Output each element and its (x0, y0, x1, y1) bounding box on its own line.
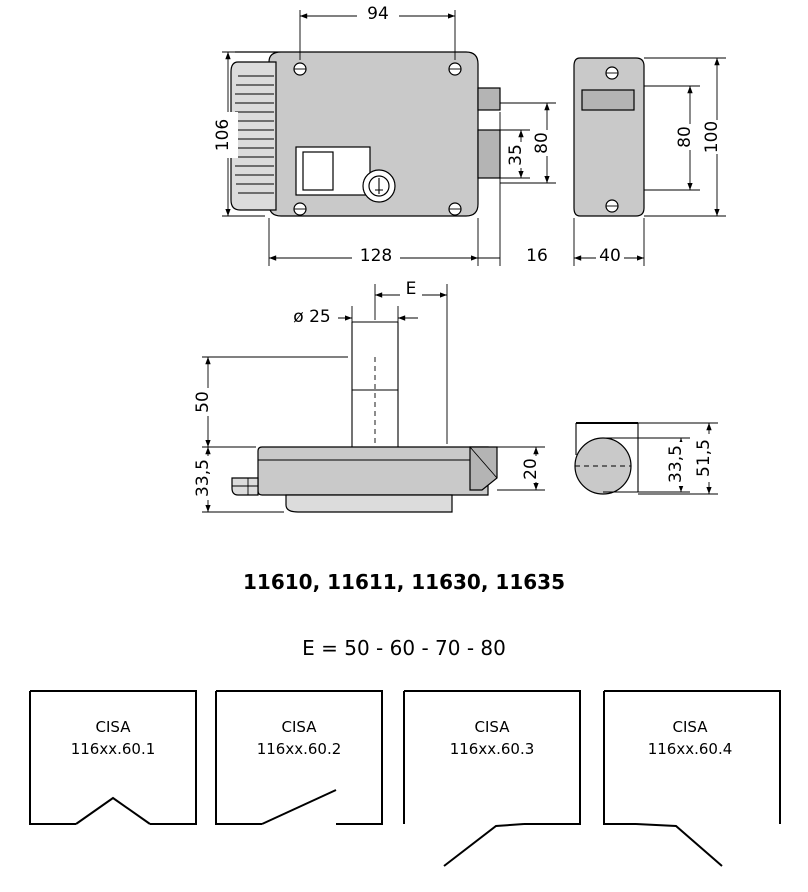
dim-16: 16 (526, 246, 548, 266)
dim-106: 106 (213, 118, 233, 152)
dim-E: E (405, 279, 417, 299)
variant-1-code: 116xx.60.1 (70, 740, 156, 758)
dim-80-side: 80 (675, 126, 695, 148)
variant-2-code: 116xx.60.2 (256, 740, 342, 758)
dim-51-5: 51,5 (694, 439, 714, 477)
top-view-group (193, 277, 546, 512)
variant-box-4 (604, 691, 780, 866)
dim-80-front: 80 (532, 132, 552, 154)
variant-3-code: 116xx.60.3 (449, 740, 535, 758)
front-view-group (213, 3, 557, 266)
variant-2-brand: CISA (281, 718, 317, 736)
variant-box-3 (404, 691, 580, 866)
dim-50: 50 (193, 391, 213, 413)
model-numbers-label: 11610, 11611, 11630, 11635 (242, 570, 566, 594)
variant-1-brand: CISA (95, 718, 131, 736)
dim-128: 128 (359, 246, 393, 266)
variant-4-brand: CISA (672, 718, 708, 736)
cylinder-view-group (575, 423, 719, 494)
variant-box-2 (216, 691, 382, 824)
dim-33-5-cyl: 33,5 (666, 445, 686, 483)
variant-3-brand: CISA (474, 718, 510, 736)
dim-33-5-top: 33,5 (193, 459, 213, 497)
variant-box-1 (30, 691, 196, 824)
side-view-group (574, 58, 727, 266)
dim-40: 40 (599, 246, 621, 266)
dim-35: 35 (506, 144, 526, 166)
dim-94: 94 (367, 4, 389, 24)
variant-4-code: 116xx.60.4 (647, 740, 733, 758)
dim-100: 100 (702, 120, 722, 154)
dim-diameter-25: ø 25 (293, 307, 331, 327)
e-values-label: E = 50 - 60 - 70 - 80 (302, 636, 506, 660)
dim-20: 20 (521, 458, 541, 480)
